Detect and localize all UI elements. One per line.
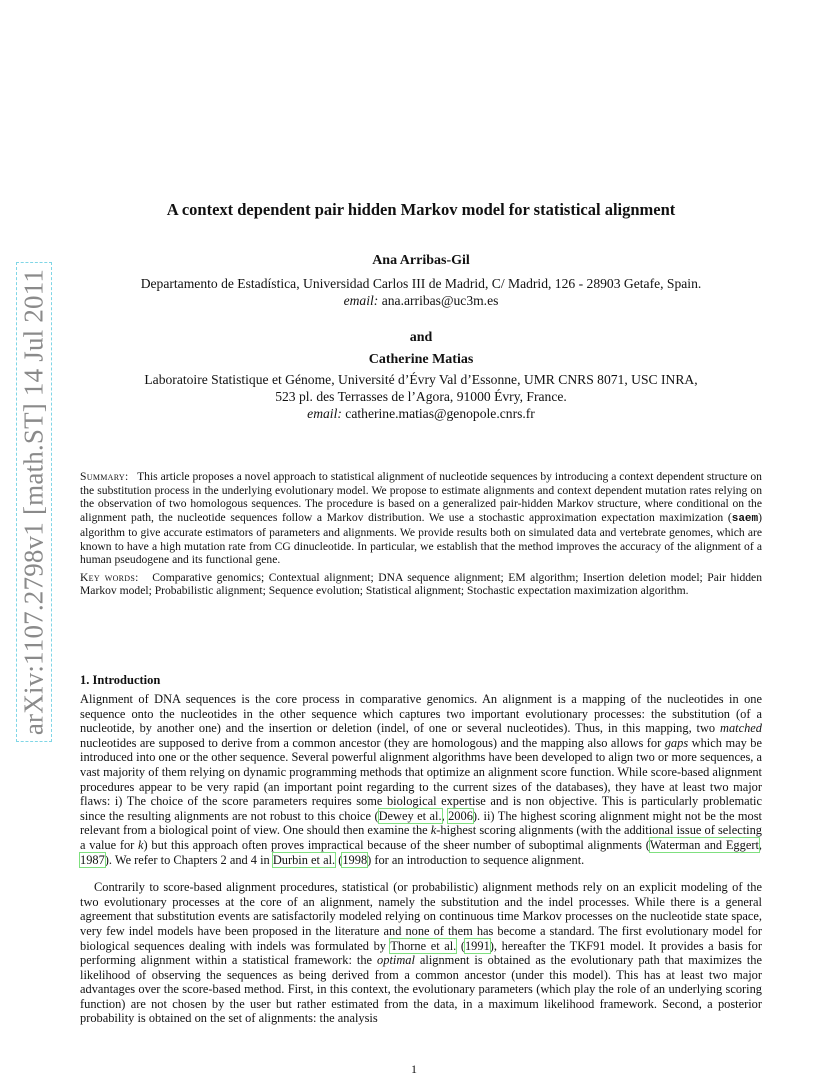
keywords-paragraph xyxy=(80,571,762,598)
and-separator: and xyxy=(409,330,433,345)
author2-email[interactable]: catherine.matias@genopole.cnrs.fr xyxy=(345,406,535,421)
text-run: ), hereafter the TKF91 model. It provides a basis for performing alignment within a statistical framework: the xyxy=(80,938,762,968)
section-heading: 1. Introduction xyxy=(80,673,161,687)
keywords-text: Comparative genomics; Contextual alignment; DNA sequence alignment; EM algorithm; Insertion deletion model; Pair hidden Markov model; Probabilistic alignment; Sequence evolution; Statistical alignment; Stochastic expectation maximization algorithm. xyxy=(80,570,763,597)
page-number: 1 xyxy=(411,1062,417,1076)
citation-link[interactable]: Thorne et al. xyxy=(390,938,457,953)
summary-paragraph xyxy=(80,470,762,567)
citation-link[interactable]: 2006 xyxy=(448,808,473,823)
citation-link[interactable]: 1987 xyxy=(80,852,105,867)
citation-link[interactable]: 1998 xyxy=(342,852,368,867)
introduction-section xyxy=(80,673,762,1026)
author2-email-line xyxy=(80,405,762,422)
citation-link[interactable]: Waterman and Eggert xyxy=(649,837,759,852)
text-run: -highest scoring alignments (with the additional issue of selecting a value for xyxy=(80,823,762,852)
author1-email[interactable]: ana.arribas@uc3m.es xyxy=(381,293,499,308)
arxiv-stamp[interactable] xyxy=(16,262,52,742)
text-run: ). ii) The highest scoring alignment might not be the most relevant from a biological point of view. One should then examine the xyxy=(80,808,763,838)
author1-block xyxy=(80,252,762,309)
text-run: Contrarily to score-based alignment procedures, statistical (or probabilistic) alignment methods rely on an explicit modeling of the two evolutionary processes at the core of an alignment, namely the substitution and the indel processes. While there is a general agreement that substitution events are satisfactorily modeled relying on continuous time Markov processes on the nucleotide state space, very few indel models have been proposed in the literature and none of them has become a standard. The first evolutionary model for biological sequences dealing with indels was formulated by xyxy=(80,880,762,953)
author2-affiliation-line1: Laboratoire Statistique et Génome, Université d’Évry Val d’Essonne, UMR CNRS 8071, USC INRA, xyxy=(144,372,698,387)
text-run: ( xyxy=(335,852,343,867)
summary-text-2: ) algorithm to give accurate estimators of parameters and alignments. We provide results both on simulated data and vertebrate genomes, which are known to have a high mutation rate from CG dinucleotide. In particular, we establish that the method improves the accuracy of the alignment of a human pseudogene and its functional gene. xyxy=(80,510,762,566)
text-run: which may be introduced into one or the other sequence. Several powerful alignment algorithms have been developed to align two or more sequences, a vast majority of them relying on dynamic programming methods that optimize an alignment score function. While score-based alignment procedures appear to be very rapid (an important point regarding to the current sizes of the databases), they have at least two major flaws: i) The choice of the score parameters requires some biological expertise and is non objective. This is particularly problematic since the resulting alignments are not robust to this choice ( xyxy=(80,735,762,823)
arxiv-id: arXiv:1107.2798v1 [math.ST] 14 Jul 2011 xyxy=(18,268,49,736)
text-run: ( xyxy=(456,938,465,953)
abstract xyxy=(80,470,762,598)
text-run: ) but this approach often proves impractical because of the sheer number of suboptimal alignments ( xyxy=(143,837,650,852)
citation-link[interactable]: Durbin et al. xyxy=(272,852,336,867)
author1-email-line xyxy=(80,292,762,309)
emphasis: matched xyxy=(720,721,762,736)
intro-paragraph-1 xyxy=(80,692,762,867)
text-run: Alignment of DNA sequences is the core process in comparative genomics. An alignment is a mapping of the nucleotides in one sequence onto the nucleotides in the other sequence which captures two important evolutionary processes: the substitution (of a nucleotide, by another one) and the insertion or deletion (indel, of one or several nucleotides). Thus, in this mapping, two xyxy=(80,692,762,736)
author1-name: Ana Arribas-Gil xyxy=(372,253,470,268)
emphasis: k xyxy=(138,837,144,852)
author2-block xyxy=(80,351,762,422)
paper-title: A context dependent pair hidden Markov model for statistical alignment xyxy=(166,200,676,219)
text-run: alignment is obtained as the evolutionary path that maximizes the likelihood of observing the sequences as being derived from a common ancestor (under this model). This has at least two major advantages over the score-based method. First, in this context, the evolutionary parameters (which play the role of an underlying scoring function) are not chosen by the user but rather estimated from the data, in a maximum likelihood framework. Second, a posterior probability is obtained on the set of alignments: the analysis xyxy=(80,953,762,1026)
text-run: , xyxy=(441,808,449,823)
citation-link[interactable]: Dewey et al. xyxy=(378,808,442,823)
author2-email-label: email: xyxy=(307,406,342,421)
author2-name: Catherine Matias xyxy=(368,352,474,367)
text-run: nucleotides are supposed to derive from a common ancestor (they are homologous) and the mapping also allows for xyxy=(80,735,665,750)
emphasis: optimal xyxy=(377,953,415,968)
text-run: ). We refer to Chapters 2 and 4 in xyxy=(104,852,273,867)
author1-affiliation: Departamento de Estadística, Universidad Carlos III de Madrid, C/ Madrid, 126 - 28903 Getafe, Spain. xyxy=(140,276,702,291)
summary-text-1: This article proposes a novel approach to statistical alignment of nucleotide sequences by introducing a context dependent structure on the substitution process in the underlying evolutionary model. We propose to estimate alignments and context dependent mutation rates relying on the observation of two homologous sequences. The procedure is based on a generalized pair-hidden Markov structure, where conditional on the alignment path, the nucleotide sequences follow a Markov distribution. We use a stochastic approximation expectation maximization ( xyxy=(80,470,762,524)
text-run: ) for an introduction to sequence alignment. xyxy=(367,852,585,867)
emphasis: gaps xyxy=(664,735,689,750)
text-run: , xyxy=(758,837,762,852)
citation-link[interactable]: 1991 xyxy=(464,938,490,953)
intro-paragraph-2 xyxy=(80,880,762,1026)
summary-label: Summary: xyxy=(80,470,129,483)
saem-code: saem xyxy=(731,512,759,525)
emphasis: k xyxy=(430,823,437,838)
keywords-label: Key words: xyxy=(80,570,139,584)
author1-email-label: email: xyxy=(343,293,379,308)
author2-affiliation-line2: 523 pl. des Terrasses de l’Agora, 91000 Évry, France. xyxy=(275,389,567,404)
